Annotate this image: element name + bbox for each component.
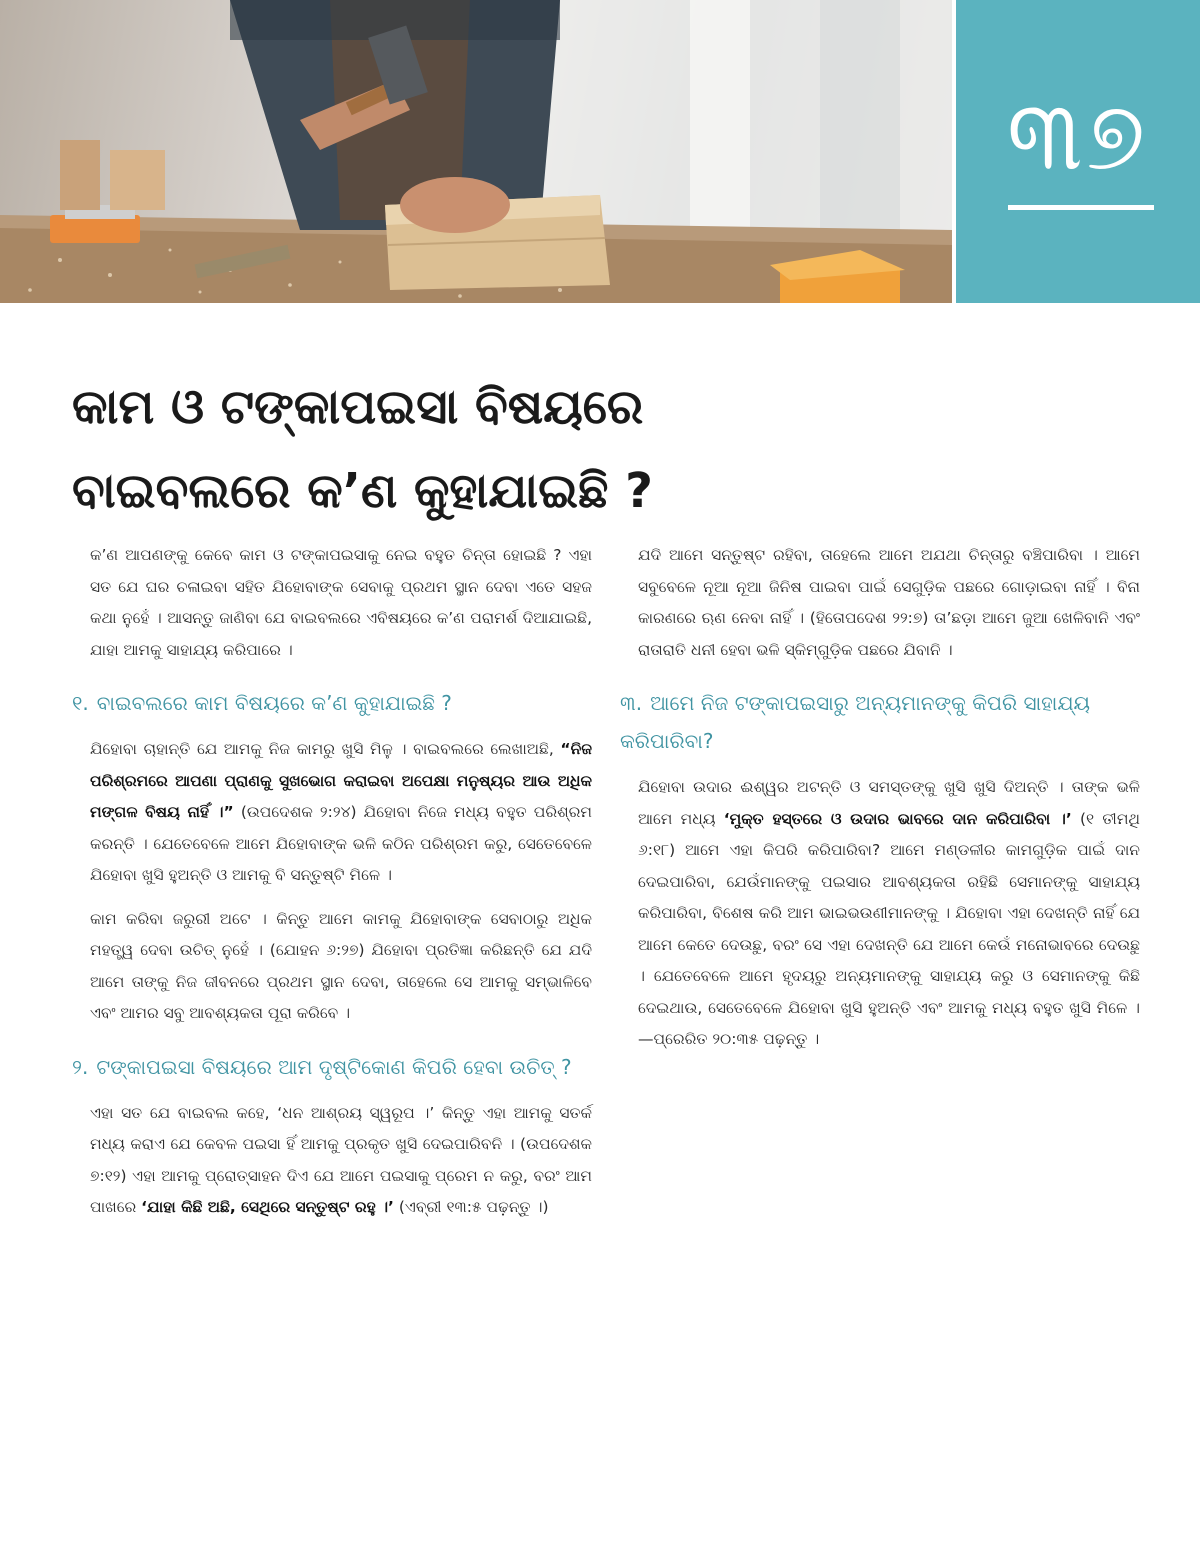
section-1-text-a: ଯିହୋବା ଚାହାନ୍ତି ଯେ ଆମକୁ ନିଜ କାମରୁ ଖୁସି ମିଳୁ । ବାଇବଲରେ ଲେଖାଅଛି,	[90, 740, 561, 758]
badge-underline	[1008, 205, 1154, 210]
carpenter-illustration	[0, 0, 952, 303]
lesson-number-badge	[956, 0, 1200, 303]
section-1-quote: “ନିଜ ପରିଶ୍ରମରେ ଆପଣା ପ୍ରାଣକୁ ସୁଖଭୋଗ କରାଇବା ଅପେକ୍ଷା ମନୁଷ୍ୟର ଆଉ ଅଧିକ ମଙ୍ଗଳ ବିଷୟ ନାହିଁ ।”	[90, 740, 592, 821]
section-1-paragraph-1	[72, 734, 592, 892]
section-1-text-b: (ଉପଦେଶକ ୨:୨୪) ଯିହୋବା ନିଜେ ମଧ୍ୟ ବହୁତ ପରିଶ୍ରମ କରନ୍ତି । ଯେତେବେଳେ ଆମେ ଯିହୋବାଙ୍କ ଭଳି କଠିନ ପରିଶ୍ରମ କରୁ, ସେତେବେଳେ ଯିହୋବା ଖୁସି ହୁଅନ୍ତି ଓ ଆମକୁ ବି ସନ୍ତୁଷ୍ଟି ମିଳେ ।	[90, 803, 592, 884]
hero-photo	[0, 0, 952, 303]
section-3-heading	[620, 684, 1140, 760]
right-column	[620, 540, 1140, 1068]
section-3-text-b: (୧ ତୀମଥି ୬:୧୮) ଆମେ ଏହା କିପରି କରିପାରିବା? ଆମେ ମଣ୍ଡଳୀର କାମଗୁଡ଼ିକ ପାଇଁ ଦାନ ଦେଇପାରିବା, ଯେଉଁମାନଙ୍କୁ ପଇସାର ଆବଶ୍ୟକତା ରହିଛି ସେମାନଙ୍କୁ ସାହାଯ୍ୟ କରିପାରିବା, ବିଶେଷ କରି ଆମ ଭାଇଭଉଣୀମାନଙ୍କୁ । ଯିହୋବା ଏହା ଦେଖନ୍ତି ନାହିଁ ଯେ ଆମେ କେତେ ଦେଉଛୁ, ବରଂ ସେ ଏହା ଦେଖନ୍ତି ଯେ ଆମେ କେଉଁ ମନୋଭାବରେ ଦେଉଛୁ । ଯେତେବେଳେ ଆମେ ହୃଦୟରୁ ଅନ୍ୟମାନଙ୍କୁ ସାହାଯ୍ୟ କରୁ ଓ ସେମାନଙ୍କୁ କିଛି ଦେଇଥାଉ, ସେତେବେଳେ ଯିହୋବା ଖୁସି ହୁଅନ୍ତି ଏବଂ ଆମକୁ ମଧ୍ୟ ବହୁତ ଖୁସି ମିଳେ ।—ପ୍ରେରିତ ୨୦:୩୫ ପଢ଼ନ୍ତୁ ।	[638, 809, 1141, 1048]
left-column	[72, 540, 592, 1236]
section-2-number: ୨.	[72, 1054, 89, 1079]
section-2-text-b: (ଏବ୍ରୀ ୧୩:୫ ପଢ଼ନ୍ତୁ ।)	[393, 1198, 549, 1216]
section-2-paragraph-1	[72, 1098, 592, 1224]
section-3-paragraph-1	[620, 772, 1140, 1056]
section-1-heading-text: ବାଇବଲରେ କାମ ବିଷୟରେ କ’ଣ କୁହାଯାଇଛି ?	[96, 691, 452, 715]
section-2-heading	[72, 1048, 592, 1086]
section-2-text-a: ଏହା ସତ ଯେ ବାଇବଲ କହେ, ‘ଧନ ଆଶ୍ରୟ ସ୍ୱରୂପ ।’ କିନ୍ତୁ ଏହା ଆମକୁ ସତର୍କ ମଧ୍ୟ କରାଏ ଯେ କେବଳ ପଇସା ହିଁ ଆମକୁ ପ୍ରକୃତ ଖୁସି ଦେଇପାରିବନି । (ଉପଦେଶକ ୭:୧୨) ଏହା ଆମକୁ ପ୍ରୋତ୍ସାହନ ଦିଏ ଯେ ଆମେ ପଇସାକୁ ପ୍ରେମ ନ କରୁ, ବରଂ ଆମ ପାଖରେ	[90, 1103, 592, 1216]
page-title	[72, 365, 1152, 533]
section-3-number: ୩.	[620, 691, 643, 715]
title-line-2: ବାଇବଲରେ କ’ଣ କୁହାଯାଇଛି ?	[72, 463, 654, 519]
section-3-text-a: ଯିହୋବା ଉଦାର ଈଶ୍ୱର ଅଟନ୍ତି ଓ ସମସ୍ତଙ୍କୁ ଖୁସି ଖୁସି ଦିଅନ୍ତି । ତାଙ୍କ ଭଳି ଆମେ ମଧ୍ୟ	[638, 778, 1140, 828]
section-3-quote: ‘ମୁକ୍ତ ହସ୍ତରେ ଓ ଉଦାର ଭାବରେ ଦାନ କରିପାରିବା ।’	[723, 809, 1072, 828]
title-line-1: କାମ ଓ ଟଙ୍କାପଇସା ବିଷୟରେ	[72, 379, 644, 435]
section-1-heading	[72, 684, 592, 722]
intro-paragraph: କ’ଣ ଆପଣଙ୍କୁ କେବେ କାମ ଓ ଟଙ୍କାପଇସାକୁ ନେଇ ବହୁତ ଚିନ୍ତା ହୋଇଛି ? ଏହା ସତ ଯେ ଘର ଚଳାଇବା ସହିତ ଯିହୋବାଙ୍କ ସେବାକୁ ପ୍ରଥମ ସ୍ଥାନ ଦେବା ଏତେ ସହଜ କଥା ନୁହେଁ । ଆସନ୍ତୁ ଜାଣିବା ଯେ ବାଇବଲରେ ଏବିଷୟରେ କ’ଣ ପରାମର୍ଶ ଦିଆଯାଇଛି, ଯାହା ଆମକୁ ସାହାଯ୍ୟ କରିପାରେ ।	[90, 546, 592, 659]
section-2-quote: ‘ଯାହା କିଛି ଅଛି, ସେଥିରେ ସନ୍ତୁଷ୍ଟ ରହୁ ।’	[141, 1198, 394, 1216]
section-1-paragraph-2: କାମ କରିବା ଜରୁରୀ ଅଟେ । କିନ୍ତୁ ଆମେ କାମକୁ ଯିହୋବାଙ୍କ ସେବାଠାରୁ ଅଧିକ ମହତ୍ତ୍ୱ ଦେବା ଉଚିତ୍ ନୁହେଁ । (ଯୋହନ ୬:୨୭) ଯିହୋବା ପ୍ରତିଜ୍ଞା କରିଛନ୍ତି ଯେ ଯଦି ଆମେ ତାଙ୍କୁ ନିଜ ଜୀବନରେ ପ୍ରଥମ ସ୍ଥାନ ଦେବା, ତାହେଲେ ସେ ଆମକୁ ସମ୍ଭାଳିବେ ଏବଂ ଆମର ସବୁ ଆବଶ୍ୟକତା ପୂରା କରିବେ ।	[90, 909, 592, 1022]
section-1-number: ୧.	[72, 691, 89, 715]
lesson-number: ୩୭	[1006, 80, 1150, 192]
section-2-paragraph-2: ଯଦି ଆମେ ସନ୍ତୁଷ୍ଟ ରହିବା, ତାହେଲେ ଆମେ ଅଯଥା ଚିନ୍ତାରୁ ବଞ୍ଚିପାରିବା । ଆମେ ସବୁବେଳେ ନୂଆ ନୂଆ ଜିନିଷ ପାଇବା ପାଇଁ ସେଗୁଡ଼ିକ ପଛରେ ଗୋଡ଼ାଇବା ନାହିଁ । ବିନା କାରଣରେ ଋଣ ନେବା ନାହିଁ । (ହିତୋପଦେଶ ୨୨:୭) ତା’ଛଡ଼ା ଆମେ ଜୁଆ ଖେଳିବାନି ଏବଂ ରାତାରାତି ଧନୀ ହେବା ଭଳି ସ୍କିମ୍‌ଗୁଡ଼ିକ ପଛରେ ଯିବାନି ।	[638, 546, 1140, 659]
section-2-heading-text: ଟଙ୍କାପଇସା ବିଷୟରେ ଆମ ଦୃଷ୍ଟିକୋଣ କିପରି ହେବା ଉଚିତ୍ ?	[96, 1054, 572, 1079]
section-3-heading-text: ଆମେ ନିଜ ଟଙ୍କାପଇସାରୁ ଅନ୍ୟମାନଙ୍କୁ କିପରି ସାହାଯ୍ୟ କରିପାରିବା?	[620, 691, 1091, 753]
